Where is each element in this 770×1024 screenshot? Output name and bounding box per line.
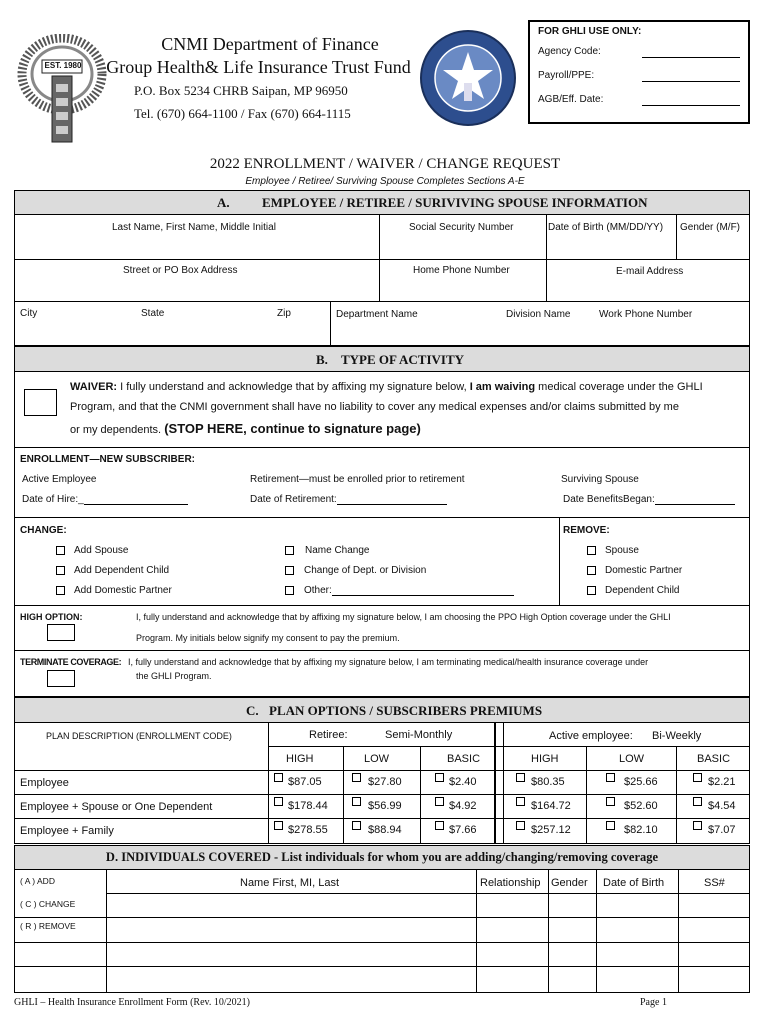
form-subtitle: Employee / Retiree/ Surviving Spouse Completes Sections A-E	[245, 176, 525, 187]
waiver-line-2: Program, and that the CNMI government shall have no liability to cover any medical expenses and/or claims submitted by me	[70, 401, 679, 413]
date-of-hire-line[interactable]	[84, 494, 188, 505]
high-option-text-2: Program. My initials below signify my consent to pay the premium.	[136, 633, 400, 643]
date-benefits-label	[563, 494, 735, 505]
date-of-retirement-text: Date of Retirement:	[250, 494, 337, 505]
date-of-hire-label	[22, 494, 188, 505]
street-label: Street or PO Box Address	[123, 265, 238, 276]
trust-fund-name: Group Health& Life Insurance Trust Fund	[106, 57, 411, 77]
premium-checkbox[interactable]	[693, 821, 702, 830]
terminate-text-1: I, fully understand and acknowledge that by affixing my signature below, I am terminating medical/health insurance coverage under	[128, 657, 649, 667]
add-domestic-partner-checkbox[interactable]	[56, 586, 65, 595]
section-a-title: EMPLOYEE / RETIREE / SURIVIVING SPOUSE INFORMATION	[262, 195, 648, 210]
remove-dependent-label: Dependent Child	[605, 585, 680, 596]
date-of-retirement-line[interactable]	[337, 494, 447, 505]
premium-checkbox[interactable]	[352, 773, 361, 782]
date-of-hire-text: Date of Hire:_	[22, 494, 84, 505]
premium-checkbox[interactable]	[606, 797, 615, 806]
tier-active-high: HIGH	[531, 753, 559, 765]
ss-header: SS#	[704, 877, 725, 889]
address: P.O. Box 5234 CHRB Saipan, MP 96950	[134, 83, 348, 98]
add-dependent-label: Add Dependent Child	[74, 565, 170, 576]
office-use-box	[528, 20, 750, 124]
tier-active-basic: BASIC	[697, 753, 731, 765]
tier-active-low: LOW	[619, 753, 645, 765]
premium-checkbox[interactable]	[435, 797, 444, 806]
ssn-label: Social Security Number	[409, 222, 514, 233]
premium-value: $2.21	[708, 776, 736, 788]
agency-code-line[interactable]	[642, 57, 740, 58]
premium-value: $82.10	[624, 824, 658, 836]
waiver-bold: I am waiving	[469, 381, 536, 393]
other-line[interactable]	[332, 585, 514, 596]
premium-checkbox[interactable]	[435, 821, 444, 830]
remove-spouse-checkbox[interactable]	[587, 546, 596, 555]
active-employee-label: Active Employee	[22, 474, 97, 485]
high-option-text-1: I, fully understand and acknowledge that by affixing my signature below, I am choosing the PPO High Option coverage under the GHLI	[136, 612, 671, 622]
zip-label: Zip	[277, 308, 291, 319]
section-b-title: TYPE OF ACTIVITY	[341, 352, 465, 367]
other-checkbox[interactable]	[285, 586, 294, 595]
city-label: City	[20, 308, 38, 319]
section-c-title: PLAN OPTIONS / SUBSCRIBERS PREMIUMS	[269, 703, 543, 718]
premium-value: $164.72	[531, 800, 571, 812]
waiver-line-3-text: or my dependents.	[70, 424, 162, 436]
remove-spouse-label: Spouse	[605, 545, 639, 556]
change-dept-checkbox[interactable]	[285, 566, 294, 575]
name-change-label: Name Change	[305, 545, 370, 556]
logo-est: EST. 1980	[44, 61, 82, 70]
section-d-header	[14, 845, 750, 870]
premium-value: $52.60	[624, 800, 658, 812]
plan-row-label: Employee	[20, 777, 69, 789]
relationship-header: Relationship	[480, 877, 541, 889]
high-option-label: HIGH OPTION:	[20, 612, 83, 622]
form-title: 2022 ENROLLMENT / WAIVER / CHANGE REQUEST	[209, 156, 561, 172]
terminate-checkbox[interactable]	[47, 670, 75, 687]
section-a-letter: A.	[217, 195, 230, 210]
form-id: GHLI – Health Insurance Enrollment Form (Rev. 10/2021)	[14, 997, 250, 1008]
code-change: ( C ) CHANGE	[20, 899, 76, 909]
section-a-header	[14, 190, 750, 215]
premium-value: $7.66	[449, 824, 477, 836]
date-benefits-line[interactable]	[655, 494, 735, 505]
section-a-body	[14, 214, 750, 346]
plan-row-label: Employee + Family	[20, 825, 114, 837]
section-d-title: D. INDIVIDUALS COVERED - List individuals for whom you are adding/changing/removing coverage	[105, 850, 659, 864]
cnmi-official-seal	[418, 28, 518, 128]
agb-line[interactable]	[642, 105, 740, 106]
waiver-line-3	[70, 421, 421, 436]
add-dependent-checkbox[interactable]	[56, 566, 65, 575]
bi-weekly-label: Bi-Weekly	[652, 730, 702, 742]
tier-retiree-high: HIGH	[286, 753, 314, 765]
premium-value: $56.99	[368, 800, 402, 812]
waiver-checkbox[interactable]	[24, 389, 57, 416]
premium-checkbox[interactable]	[274, 773, 283, 782]
remove-title: REMOVE:	[563, 525, 610, 536]
division-label: Division Name	[506, 309, 571, 320]
agency-code-label: Agency Code:	[538, 46, 601, 57]
terminate-label: TERMINATE COVERAGE:	[20, 657, 122, 667]
waiver-text-2: medical coverage under the GHLI	[535, 381, 703, 393]
payroll-line[interactable]	[642, 81, 740, 82]
active-employee-header: Active employee:	[549, 730, 633, 742]
dependent-name-header: Name First, MI, Last	[240, 877, 340, 889]
surviving-spouse-label: Surviving Spouse	[561, 474, 639, 485]
other-label	[304, 585, 514, 596]
semi-monthly-label: Semi-Monthly	[385, 729, 453, 741]
waiver-label: WAIVER:	[70, 381, 118, 393]
add-spouse-label: Add Spouse	[74, 545, 129, 556]
code-remove: ( R ) REMOVE	[20, 921, 76, 931]
dob-label: Date of Birth (MM/DD/YY)	[548, 222, 664, 233]
date-of-retirement-label	[250, 494, 447, 505]
payroll-label: Payroll/PPE:	[538, 70, 595, 81]
premium-value: $27.80	[368, 776, 402, 788]
page-number: Page 1	[640, 997, 667, 1008]
premium-value: $80.35	[531, 776, 565, 788]
terminate-text-2: the GHLI Program.	[136, 671, 212, 681]
premium-value: $7.07	[708, 824, 736, 836]
premium-value: $4.92	[449, 800, 477, 812]
tier-retiree-basic: BASIC	[447, 753, 481, 765]
org-name: CNMI Department of Finance	[161, 34, 379, 54]
premium-value: $88.94	[368, 824, 402, 836]
premium-checkbox[interactable]	[435, 773, 444, 782]
dob-header: Date of Birth	[603, 877, 665, 889]
remove-domestic-partner-label: Domestic Partner	[605, 565, 683, 576]
premium-value: $278.55	[288, 824, 328, 836]
add-spouse-checkbox[interactable]	[56, 546, 65, 555]
gender-label: Gender (M/F)	[680, 222, 741, 233]
premium-checkbox[interactable]	[274, 797, 283, 806]
change-title: CHANGE:	[20, 525, 67, 536]
state-label: State	[141, 308, 165, 319]
home-phone-label: Home Phone Number	[413, 265, 510, 276]
other-text: Other:	[304, 585, 332, 596]
premium-value: $178.44	[288, 800, 328, 812]
remove-domestic-partner-checkbox[interactable]	[587, 566, 596, 575]
waiver-line-1	[70, 381, 703, 393]
premium-checkbox[interactable]	[352, 821, 361, 830]
tier-retiree-low: LOW	[364, 753, 390, 765]
add-domestic-partner-label: Add Domestic Partner	[74, 585, 172, 596]
office-use-title: FOR GHLI USE ONLY:	[538, 26, 642, 37]
waiver-stop: (STOP HERE, continue to signature page)	[164, 421, 421, 436]
waiver-text-1: I fully understand and acknowledge that by affixing my signature below,	[117, 381, 470, 393]
section-b-letter: B.	[316, 352, 328, 367]
premium-checkbox[interactable]	[606, 773, 615, 782]
date-benefits-text: Date BenefitsBegan:	[563, 494, 655, 505]
ghli-logo	[16, 34, 108, 144]
premium-checkbox[interactable]	[274, 821, 283, 830]
premium-value: $87.05	[288, 776, 322, 788]
enrollment-title: ENROLLMENT—NEW SUBSCRIBER:	[20, 454, 195, 465]
remove-dependent-checkbox[interactable]	[587, 586, 596, 595]
premium-value: $2.40	[449, 776, 477, 788]
premium-value: $257.12	[531, 824, 571, 836]
change-dept-label: Change of Dept. or Division	[304, 565, 427, 576]
premium-value: $25.66	[624, 776, 658, 788]
name-label: Last Name, First Name, Middle Initial	[112, 222, 276, 233]
premium-checkbox[interactable]	[516, 821, 525, 830]
plan-row-label: Employee + Spouse or One Dependent	[20, 801, 213, 813]
email-label: E-mail Address	[616, 266, 684, 277]
phone-fax: Tel. (670) 664-1100 / Fax (670) 664-1115	[134, 106, 351, 121]
premium-checkbox[interactable]	[516, 797, 525, 806]
section-c-letter: C.	[246, 703, 259, 718]
premium-checkbox[interactable]	[516, 773, 525, 782]
premium-checkbox[interactable]	[693, 797, 702, 806]
code-add: ( A ) ADD	[20, 876, 55, 886]
premium-value: $4.54	[708, 800, 736, 812]
high-option-checkbox[interactable]	[47, 624, 75, 641]
name-change-checkbox[interactable]	[285, 546, 294, 555]
premium-checkbox[interactable]	[352, 797, 361, 806]
agb-label: AGB/Eff. Date:	[538, 94, 604, 105]
plan-description-header: PLAN DESCRIPTION (ENROLLMENT CODE)	[46, 731, 232, 741]
department-label: Department Name	[336, 309, 418, 320]
gender-header: Gender	[551, 877, 588, 889]
retiree-label: Retiree:	[309, 729, 348, 741]
section-b-header	[14, 346, 750, 372]
premium-checkbox[interactable]	[606, 821, 615, 830]
retirement-label: Retirement—must be enrolled prior to retirement	[250, 474, 465, 485]
work-phone-label: Work Phone Number	[599, 309, 693, 320]
premium-checkbox[interactable]	[693, 773, 702, 782]
section-c-header	[14, 697, 750, 723]
